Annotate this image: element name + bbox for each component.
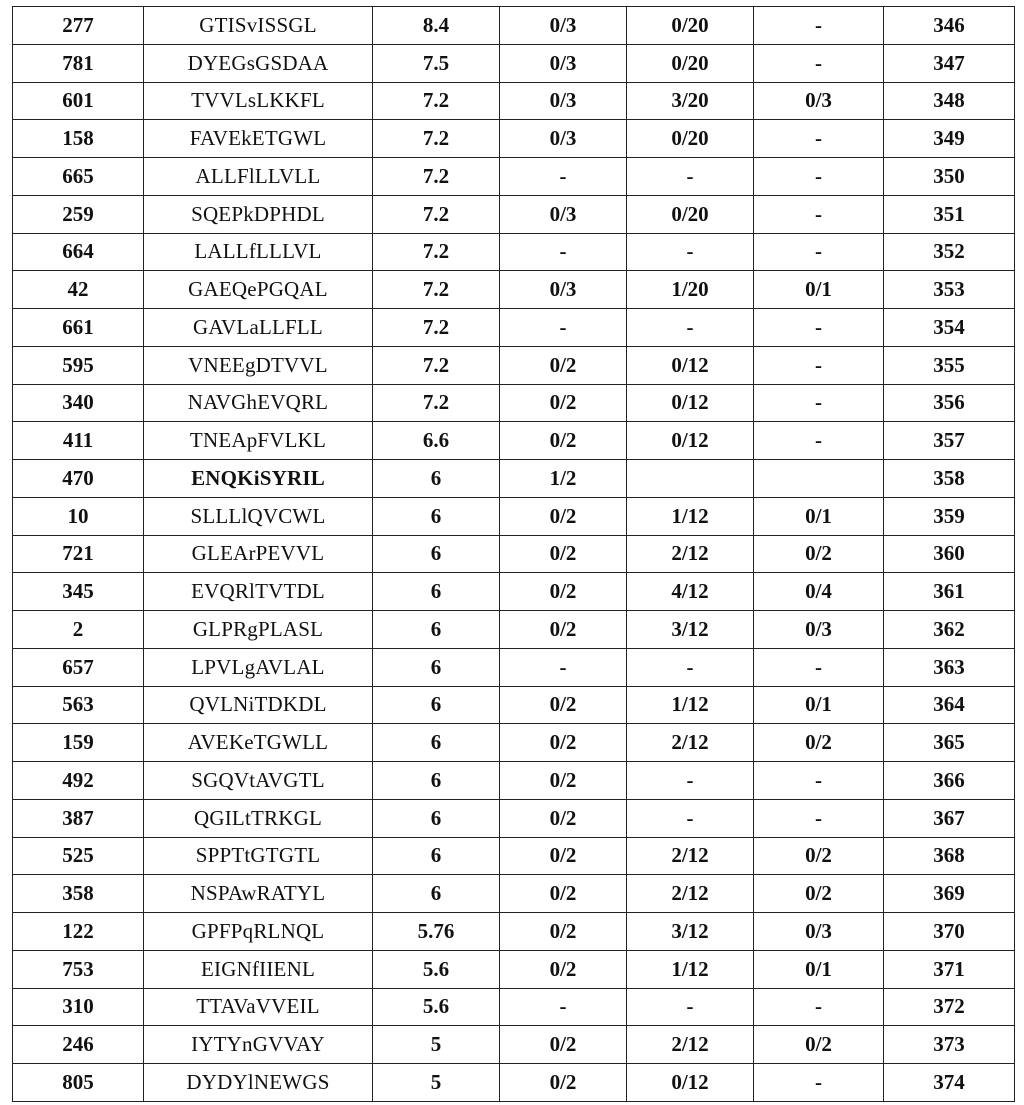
score-cell: 7.2 [373, 195, 500, 233]
position-cell: 665 [13, 158, 144, 196]
position-cell: 661 [13, 309, 144, 347]
result-3-cell: 0/1 [754, 686, 884, 724]
seq-id-cell: 354 [884, 309, 1015, 347]
result-3-cell: 0/4 [754, 573, 884, 611]
result-3-cell [754, 460, 884, 498]
table-row [13, 7, 1015, 45]
result-3-cell: 0/3 [754, 913, 884, 951]
result-1-cell: 0/2 [500, 1064, 627, 1102]
score-cell: 6 [373, 611, 500, 649]
table-row [13, 535, 1015, 573]
score-cell: 5 [373, 1026, 500, 1064]
result-3-cell: 0/1 [754, 271, 884, 309]
position-cell: 664 [13, 233, 144, 271]
seq-id-cell: 371 [884, 950, 1015, 988]
position-cell: 595 [13, 346, 144, 384]
table-row [13, 611, 1015, 649]
seq-id-cell: 351 [884, 195, 1015, 233]
result-1-cell: 0/2 [500, 384, 627, 422]
table-row [13, 120, 1015, 158]
result-3-cell: 0/1 [754, 950, 884, 988]
result-3-cell: - [754, 799, 884, 837]
position-cell: 387 [13, 799, 144, 837]
result-3-cell: - [754, 1064, 884, 1102]
score-cell: 6 [373, 497, 500, 535]
score-cell: 6 [373, 535, 500, 573]
table-row [13, 988, 1015, 1026]
peptide-cell: TVVLsLKKFL [144, 82, 373, 120]
position-cell: 805 [13, 1064, 144, 1102]
score-cell: 6 [373, 762, 500, 800]
table-row [13, 686, 1015, 724]
score-cell: 6.6 [373, 422, 500, 460]
result-2-cell: 4/12 [627, 573, 754, 611]
result-2-cell: 0/12 [627, 1064, 754, 1102]
result-3-cell: 0/2 [754, 1026, 884, 1064]
result-3-cell: - [754, 233, 884, 271]
peptide-cell: FAVEkETGWL [144, 120, 373, 158]
peptide-cell: LPVLgAVLAL [144, 648, 373, 686]
result-2-cell: - [627, 799, 754, 837]
result-1-cell: 0/2 [500, 573, 627, 611]
result-2-cell: - [627, 988, 754, 1026]
position-cell: 122 [13, 913, 144, 951]
position-cell: 246 [13, 1026, 144, 1064]
score-cell: 6 [373, 460, 500, 498]
result-2-cell: 2/12 [627, 837, 754, 875]
table-row [13, 724, 1015, 762]
result-3-cell: 0/2 [754, 724, 884, 762]
score-cell: 6 [373, 799, 500, 837]
result-1-cell: 0/2 [500, 762, 627, 800]
peptide-cell: QGILtTRKGL [144, 799, 373, 837]
peptide-cell: VNEEgDTVVL [144, 346, 373, 384]
score-cell: 6 [373, 573, 500, 611]
peptide-cell: NSPAwRATYL [144, 875, 373, 913]
score-cell: 5 [373, 1064, 500, 1102]
table-row [13, 309, 1015, 347]
table-row [13, 271, 1015, 309]
seq-id-cell: 368 [884, 837, 1015, 875]
result-2-cell: 1/20 [627, 271, 754, 309]
seq-id-cell: 363 [884, 648, 1015, 686]
result-1-cell: 0/2 [500, 686, 627, 724]
position-cell: 470 [13, 460, 144, 498]
result-1-cell: - [500, 158, 627, 196]
result-3-cell: 0/1 [754, 497, 884, 535]
table-row [13, 648, 1015, 686]
seq-id-cell: 350 [884, 158, 1015, 196]
result-2-cell [627, 460, 754, 498]
peptide-cell: ENQKiSYRIL [144, 460, 373, 498]
table-row [13, 460, 1015, 498]
seq-id-cell: 356 [884, 384, 1015, 422]
seq-id-cell: 355 [884, 346, 1015, 384]
position-cell: 10 [13, 497, 144, 535]
score-cell: 7.2 [373, 158, 500, 196]
result-2-cell: 2/12 [627, 1026, 754, 1064]
table-row [13, 1026, 1015, 1064]
result-1-cell: - [500, 309, 627, 347]
peptide-cell: SLLLlQVCWL [144, 497, 373, 535]
score-cell: 7.2 [373, 271, 500, 309]
score-cell: 7.2 [373, 233, 500, 271]
result-1-cell: 0/2 [500, 422, 627, 460]
position-cell: 159 [13, 724, 144, 762]
result-2-cell: - [627, 648, 754, 686]
result-2-cell: 3/20 [627, 82, 754, 120]
peptide-cell: GAEQePGQAL [144, 271, 373, 309]
peptide-table-body [13, 7, 1015, 1102]
peptide-cell: ALLFlLLVLL [144, 158, 373, 196]
result-2-cell: 2/12 [627, 535, 754, 573]
table-row [13, 799, 1015, 837]
peptide-cell: SQEPkDPHDL [144, 195, 373, 233]
result-1-cell: 0/2 [500, 837, 627, 875]
result-1-cell: 1/2 [500, 460, 627, 498]
table-row [13, 384, 1015, 422]
result-3-cell: 0/3 [754, 611, 884, 649]
score-cell: 6 [373, 686, 500, 724]
peptide-cell: AVEKeTGWLL [144, 724, 373, 762]
score-cell: 8.4 [373, 7, 500, 45]
score-cell: 6 [373, 648, 500, 686]
result-3-cell: - [754, 762, 884, 800]
result-2-cell: 1/12 [627, 497, 754, 535]
result-1-cell: 0/2 [500, 913, 627, 951]
seq-id-cell: 353 [884, 271, 1015, 309]
table-row [13, 233, 1015, 271]
result-3-cell: - [754, 988, 884, 1026]
peptide-cell: NAVGhEVQRL [144, 384, 373, 422]
position-cell: 259 [13, 195, 144, 233]
result-3-cell: - [754, 309, 884, 347]
result-1-cell: 0/2 [500, 875, 627, 913]
position-cell: 345 [13, 573, 144, 611]
result-3-cell: - [754, 422, 884, 460]
seq-id-cell: 370 [884, 913, 1015, 951]
result-2-cell: - [627, 158, 754, 196]
position-cell: 411 [13, 422, 144, 460]
peptide-cell: GLEArPEVVL [144, 535, 373, 573]
seq-id-cell: 367 [884, 799, 1015, 837]
result-2-cell: - [627, 309, 754, 347]
peptide-cell: GAVLaLLFLL [144, 309, 373, 347]
peptide-cell: EVQRlTVTDL [144, 573, 373, 611]
peptide-cell: SPPTtGTGTL [144, 837, 373, 875]
result-1-cell: 0/3 [500, 120, 627, 158]
seq-id-cell: 362 [884, 611, 1015, 649]
table-row [13, 762, 1015, 800]
table-row [13, 1064, 1015, 1102]
result-2-cell: 1/12 [627, 686, 754, 724]
result-1-cell: 0/2 [500, 535, 627, 573]
result-3-cell: - [754, 7, 884, 45]
seq-id-cell: 374 [884, 1064, 1015, 1102]
result-1-cell: - [500, 648, 627, 686]
result-3-cell: 0/2 [754, 837, 884, 875]
result-3-cell: - [754, 158, 884, 196]
result-3-cell: - [754, 195, 884, 233]
result-1-cell: 0/2 [500, 950, 627, 988]
seq-id-cell: 352 [884, 233, 1015, 271]
score-cell: 6 [373, 875, 500, 913]
result-2-cell: 0/20 [627, 7, 754, 45]
position-cell: 525 [13, 837, 144, 875]
result-1-cell: 0/2 [500, 724, 627, 762]
peptide-cell: LALLfLLLVL [144, 233, 373, 271]
seq-id-cell: 346 [884, 7, 1015, 45]
position-cell: 753 [13, 950, 144, 988]
position-cell: 781 [13, 44, 144, 82]
result-2-cell: - [627, 233, 754, 271]
score-cell: 7.5 [373, 44, 500, 82]
table-row [13, 44, 1015, 82]
table-row [13, 913, 1015, 951]
result-1-cell: 0/3 [500, 82, 627, 120]
result-3-cell: 0/2 [754, 875, 884, 913]
seq-id-cell: 358 [884, 460, 1015, 498]
result-1-cell: 0/3 [500, 7, 627, 45]
seq-id-cell: 360 [884, 535, 1015, 573]
table-row [13, 950, 1015, 988]
score-cell: 5.76 [373, 913, 500, 951]
result-1-cell: 0/3 [500, 44, 627, 82]
position-cell: 601 [13, 82, 144, 120]
result-1-cell: 0/2 [500, 497, 627, 535]
position-cell: 721 [13, 535, 144, 573]
result-3-cell: - [754, 384, 884, 422]
seq-id-cell: 364 [884, 686, 1015, 724]
table-row [13, 158, 1015, 196]
table-row [13, 195, 1015, 233]
peptide-cell: SGQVtAVGTL [144, 762, 373, 800]
position-cell: 2 [13, 611, 144, 649]
peptide-cell: DYDYlNEWGS [144, 1064, 373, 1102]
result-2-cell: 0/12 [627, 384, 754, 422]
peptide-cell: GTISvISSGL [144, 7, 373, 45]
position-cell: 657 [13, 648, 144, 686]
result-1-cell: 0/3 [500, 195, 627, 233]
position-cell: 42 [13, 271, 144, 309]
table-row [13, 422, 1015, 460]
result-2-cell: 3/12 [627, 913, 754, 951]
peptide-cell: IYTYnGVVAY [144, 1026, 373, 1064]
table-row [13, 875, 1015, 913]
result-2-cell: 2/12 [627, 724, 754, 762]
peptide-cell: TNEApFVLKL [144, 422, 373, 460]
result-2-cell: 0/20 [627, 195, 754, 233]
table-row [13, 573, 1015, 611]
seq-id-cell: 365 [884, 724, 1015, 762]
result-2-cell: 0/12 [627, 346, 754, 384]
peptide-cell: DYEGsGSDAA [144, 44, 373, 82]
result-3-cell: 0/3 [754, 82, 884, 120]
seq-id-cell: 366 [884, 762, 1015, 800]
seq-id-cell: 347 [884, 44, 1015, 82]
seq-id-cell: 361 [884, 573, 1015, 611]
peptide-cell: GLPRgPLASL [144, 611, 373, 649]
result-1-cell: 0/2 [500, 346, 627, 384]
seq-id-cell: 357 [884, 422, 1015, 460]
position-cell: 340 [13, 384, 144, 422]
result-2-cell: 3/12 [627, 611, 754, 649]
position-cell: 492 [13, 762, 144, 800]
seq-id-cell: 369 [884, 875, 1015, 913]
result-3-cell: - [754, 648, 884, 686]
score-cell: 7.2 [373, 384, 500, 422]
table-row [13, 82, 1015, 120]
result-3-cell: - [754, 346, 884, 384]
position-cell: 358 [13, 875, 144, 913]
peptide-table [12, 6, 1015, 1102]
score-cell: 5.6 [373, 988, 500, 1026]
table-row [13, 837, 1015, 875]
position-cell: 277 [13, 7, 144, 45]
seq-id-cell: 349 [884, 120, 1015, 158]
peptide-cell: EIGNfIIENL [144, 950, 373, 988]
result-2-cell: 2/12 [627, 875, 754, 913]
result-2-cell: 0/20 [627, 120, 754, 158]
peptide-cell: TTAVaVVEIL [144, 988, 373, 1026]
result-1-cell: 0/2 [500, 799, 627, 837]
seq-id-cell: 373 [884, 1026, 1015, 1064]
result-2-cell: 0/12 [627, 422, 754, 460]
result-2-cell: 1/12 [627, 950, 754, 988]
position-cell: 310 [13, 988, 144, 1026]
score-cell: 5.6 [373, 950, 500, 988]
score-cell: 7.2 [373, 82, 500, 120]
result-3-cell: - [754, 44, 884, 82]
result-1-cell: 0/2 [500, 611, 627, 649]
result-2-cell: - [627, 762, 754, 800]
peptide-cell: QVLNiTDKDL [144, 686, 373, 724]
score-cell: 7.2 [373, 120, 500, 158]
result-1-cell: - [500, 233, 627, 271]
result-1-cell: - [500, 988, 627, 1026]
score-cell: 6 [373, 837, 500, 875]
score-cell: 6 [373, 724, 500, 762]
seq-id-cell: 372 [884, 988, 1015, 1026]
result-1-cell: 0/3 [500, 271, 627, 309]
table-row [13, 497, 1015, 535]
table-row [13, 346, 1015, 384]
result-2-cell: 0/20 [627, 44, 754, 82]
seq-id-cell: 348 [884, 82, 1015, 120]
score-cell: 7.2 [373, 309, 500, 347]
result-1-cell: 0/2 [500, 1026, 627, 1064]
result-3-cell: - [754, 120, 884, 158]
position-cell: 158 [13, 120, 144, 158]
position-cell: 563 [13, 686, 144, 724]
peptide-cell: GPFPqRLNQL [144, 913, 373, 951]
score-cell: 7.2 [373, 346, 500, 384]
result-3-cell: 0/2 [754, 535, 884, 573]
seq-id-cell: 359 [884, 497, 1015, 535]
